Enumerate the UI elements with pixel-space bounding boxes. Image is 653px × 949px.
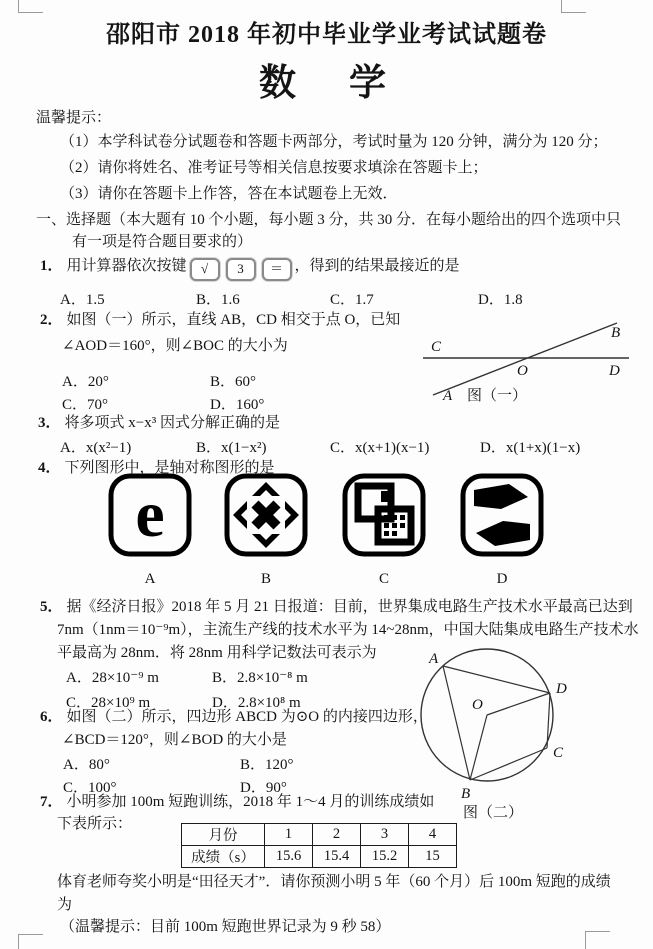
q4-icon-a-letter-e xyxy=(107,472,193,558)
q5-option-b: B．2.8×10⁻⁸ m xyxy=(212,670,308,686)
crop-mark-top-left xyxy=(18,0,43,13)
question-3-number: 3． xyxy=(38,415,61,431)
fig2-label-b: B xyxy=(461,786,471,802)
notice-heading: 温馨提示： xyxy=(36,110,112,126)
section-heading-line1: 一、选择题（本大题有 10 个小题，每小题 3 分，共 30 分．在每小题给出的四个选项中只 xyxy=(36,212,622,228)
question-2-number: 2． xyxy=(40,312,63,328)
q5-option-d: D．2.8×10⁸ m xyxy=(212,695,301,711)
fig1-label-c: C xyxy=(431,339,442,355)
calculator-equals-key: ＝ xyxy=(262,258,292,281)
q6-option-c: C．100° xyxy=(63,780,117,796)
q5-option-a: A．28×10⁻⁹ m xyxy=(66,670,159,686)
table-row-score xyxy=(182,846,457,868)
q1-option-c: C．1.7 xyxy=(330,292,374,308)
q2-option-c: C．70° xyxy=(62,397,109,413)
q6-option-b: B．120° xyxy=(240,757,294,773)
q3-option-b: B．x(1−x²) xyxy=(196,440,267,456)
crop-mark-top-right xyxy=(561,0,586,13)
question-7-line5: （温馨提示：目前 100m 短跑世界记录为 9 秒 58） xyxy=(60,919,391,935)
figure-2-circle-inscribed-quad xyxy=(413,645,645,803)
question-1-text-before: 用计算器依次按键 xyxy=(66,258,187,274)
q2-option-d: D．160° xyxy=(210,397,265,413)
q4-label-b: B xyxy=(260,571,271,587)
question-1-stem xyxy=(40,256,460,281)
question-4-number: 4． xyxy=(38,460,61,476)
calculator-sqrt-key: √ xyxy=(190,258,220,281)
fig2-label-o: O xyxy=(472,697,483,713)
question-2-line1: 如图（一）所示，直线 AB，CD 相交于点 O，已知 xyxy=(66,312,401,328)
table-cell-month-2: 2 xyxy=(313,824,361,846)
q4-label-a: A xyxy=(144,571,156,587)
icon-a-glyph: e xyxy=(135,478,165,551)
question-6-stem xyxy=(40,707,428,727)
notice-item-3: （3）请你在答题卡上作答，答在本试题卷上无效． xyxy=(60,186,398,202)
q3-option-c: C．x(x+1)(x−1) xyxy=(330,440,430,456)
q1-option-a: A．1.5 xyxy=(60,292,105,308)
question-6-line1: 如图（二）所示，四边形 ABCD 为⊙O 的内接四边形， xyxy=(66,709,428,725)
notice-item-1: （1）本学科试卷分试题卷和答题卡两部分，考试时量为 120 分钟，满分为 120 分； xyxy=(60,134,608,150)
fig1-label-d: D xyxy=(609,363,620,379)
question-7-number: 7． xyxy=(40,794,63,810)
table-row-month xyxy=(182,824,457,846)
fig2-label-a: A xyxy=(429,651,439,667)
q4-icon-c-interlocked-squares xyxy=(341,472,427,558)
question-1-number: 1． xyxy=(40,258,63,274)
table-cell-month-1: 1 xyxy=(265,824,313,846)
table-cell-month-label: 月份 xyxy=(182,824,265,846)
question-6-line2: ∠BCD＝120°，则∠BOD 的大小是 xyxy=(62,732,287,748)
section-heading-line2: 有一项是符合题目要求的） xyxy=(72,234,253,250)
question-2-stem xyxy=(40,310,400,330)
q1-option-b: B．1.6 xyxy=(196,292,240,308)
question-3-stem xyxy=(38,413,280,433)
question-5-line3: 平最高为 28nm．将 28nm 用科学记数法可表示为 xyxy=(57,645,377,661)
question-7-stem xyxy=(40,792,434,812)
exam-title: 邵阳市 2018 年初中毕业学业考试试题卷 xyxy=(106,22,547,48)
subject-title: 数 学 xyxy=(259,63,394,104)
q3-option-d: D．x(1+x)(1−x) xyxy=(480,440,581,456)
q2-option-b: B．60° xyxy=(210,374,257,390)
table-cell-score-2: 15.4 xyxy=(313,846,361,868)
q4-icon-d-s-arrows xyxy=(459,472,545,558)
question-7-line1: 小明参加 100m 短跑训练，2018 年 1～4 月的训练成绩如 xyxy=(66,794,435,810)
q4-icon-b-x-with-arrows xyxy=(223,472,309,558)
question-4-line1: 下列图形中，是轴对称图形的是 xyxy=(64,460,275,476)
notice-item-2: （2）请你将姓名、准考证号等相关信息按要求填涂在答题卡上； xyxy=(60,160,488,176)
question-1-text-after: ，得到的结果最接近的是 xyxy=(294,258,460,274)
question-5-stem xyxy=(40,597,633,617)
figure-2-caption: 图（二） xyxy=(463,805,524,821)
table-cell-month-3: 3 xyxy=(361,824,409,846)
q6-option-d: D．90° xyxy=(240,780,287,796)
question-6-number: 6． xyxy=(40,709,63,725)
question-3-line1: 将多项式 x−x³ 因式分解正确的是 xyxy=(64,415,280,431)
fig2-label-c: C xyxy=(553,745,564,761)
q5-option-c: C．28×10⁹ m xyxy=(66,695,151,711)
question-7-line2: 下表所示： xyxy=(57,816,133,832)
table-cell-score-3: 15.2 xyxy=(361,846,409,868)
q4-label-d: D xyxy=(496,571,508,587)
fig1-label-a: A xyxy=(443,388,453,403)
q6-option-a: A．80° xyxy=(63,757,110,773)
question-7-line4: 为 xyxy=(57,897,73,913)
figure-1-intersecting-lines xyxy=(413,315,645,403)
figure-1-caption: 图（一） xyxy=(467,388,528,404)
fig1-label-b: B xyxy=(611,325,621,341)
crop-mark-bottom-left xyxy=(18,934,43,949)
table-cell-score-1: 15.6 xyxy=(265,846,313,868)
question-5-line2: 7nm（1nm＝10⁻⁹m），主流生产线的技术水平为 14~28nm，中国大陆集成电路生产技术水 xyxy=(57,622,639,638)
fig1-label-o: O xyxy=(517,363,528,379)
q4-label-c: C xyxy=(378,571,389,587)
question-5-line1: 据《经济日报》2018 年 5 月 21 日报道：目前，世界集成电路生产技术水平最高已达到 xyxy=(66,599,633,615)
q7-results-table xyxy=(181,823,457,868)
fig2-label-d: D xyxy=(556,681,567,697)
table-cell-score-label: 成绩（s） xyxy=(182,846,265,868)
crop-mark-bottom-right xyxy=(585,931,610,949)
table-cell-month-4: 4 xyxy=(409,824,457,846)
q1-option-d: D．1.8 xyxy=(478,292,523,308)
q3-option-a: A．x(x²−1) xyxy=(60,440,132,456)
table-cell-score-4: 15 xyxy=(409,846,457,868)
question-2-line2: ∠AOD＝160°，则∠BOC 的大小为 xyxy=(62,338,288,354)
q2-option-a: A．20° xyxy=(62,374,109,390)
question-7-line3: 体育老师夸奖小明是“田径天才”．请你预测小明 5 年（60 个月）后 100m 短跑的成绩 xyxy=(57,874,611,890)
calculator-3-key: 3 xyxy=(226,258,256,281)
question-5-number: 5． xyxy=(40,599,63,615)
